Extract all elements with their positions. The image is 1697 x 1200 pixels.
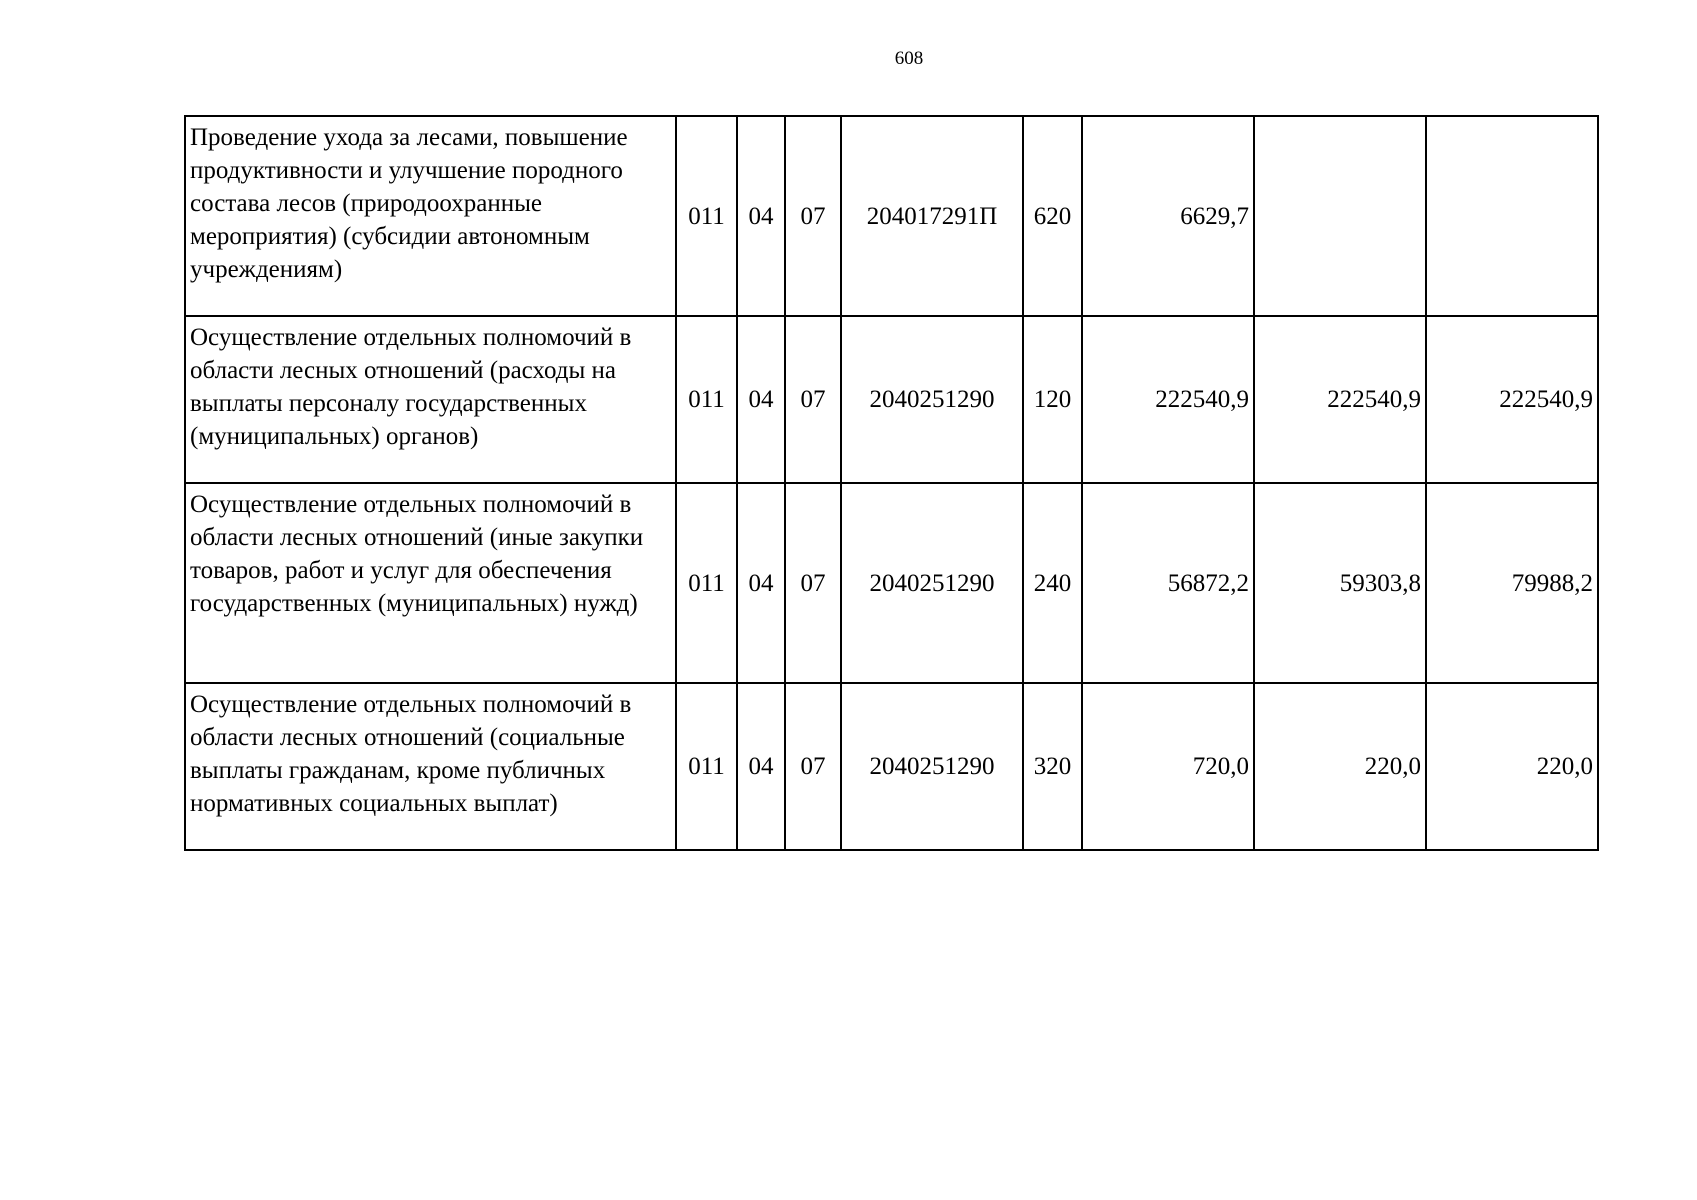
subsection-code: 07	[785, 483, 841, 683]
amount-year-2: 220,0	[1254, 683, 1426, 850]
table-row	[185, 483, 1598, 683]
ministry-code: 011	[676, 683, 737, 850]
amount-year-1: 6629,7	[1082, 116, 1254, 316]
amount-year-3	[1426, 116, 1598, 316]
amount-year-1: 56872,2	[1082, 483, 1254, 683]
section-code: 04	[737, 483, 785, 683]
amount-year-2: 59303,8	[1254, 483, 1426, 683]
expense-type-code: 240	[1023, 483, 1082, 683]
subsection-code: 07	[785, 683, 841, 850]
amount-year-3: 79988,2	[1426, 483, 1598, 683]
row-description: Осуществление отдельных полномочий в области лесных отношений (расходы на выплаты персоналу государственных (муниципальных) органов)	[185, 316, 676, 483]
subsection-code: 07	[785, 316, 841, 483]
table-row	[185, 316, 1598, 483]
subsection-code: 07	[785, 116, 841, 316]
budget-table	[184, 115, 1599, 851]
target-article-code: 2040251290	[841, 483, 1023, 683]
expense-type-code: 620	[1023, 116, 1082, 316]
section-code: 04	[737, 116, 785, 316]
amount-year-2	[1254, 116, 1426, 316]
ministry-code: 011	[676, 316, 737, 483]
amount-year-1: 720,0	[1082, 683, 1254, 850]
amount-year-3: 220,0	[1426, 683, 1598, 850]
target-article-code: 2040251290	[841, 316, 1023, 483]
amount-year-2: 222540,9	[1254, 316, 1426, 483]
target-article-code: 204017291П	[841, 116, 1023, 316]
row-description: Проведение ухода за лесами, повышение продуктивности и улучшение породного состава лесов (природоохранные мероприятия) (субсидии автономным учреждениям)	[185, 116, 676, 316]
ministry-code: 011	[676, 116, 737, 316]
row-description: Осуществление отдельных полномочий в области лесных отношений (иные закупки товаров, работ и услуг для обеспечения государственных (муниципальных) нужд)	[185, 483, 676, 683]
row-description: Осуществление отдельных полномочий в области лесных отношений (социальные выплаты гражданам, кроме публичных нормативных социальных выплат)	[185, 683, 676, 850]
ministry-code: 011	[676, 483, 737, 683]
amount-year-3: 222540,9	[1426, 316, 1598, 483]
expense-type-code: 120	[1023, 316, 1082, 483]
table-row	[185, 116, 1598, 316]
table-row	[185, 683, 1598, 850]
target-article-code: 2040251290	[841, 683, 1023, 850]
section-code: 04	[737, 683, 785, 850]
page-number: 608	[894, 48, 924, 69]
expense-type-code: 320	[1023, 683, 1082, 850]
amount-year-1: 222540,9	[1082, 316, 1254, 483]
section-code: 04	[737, 316, 785, 483]
